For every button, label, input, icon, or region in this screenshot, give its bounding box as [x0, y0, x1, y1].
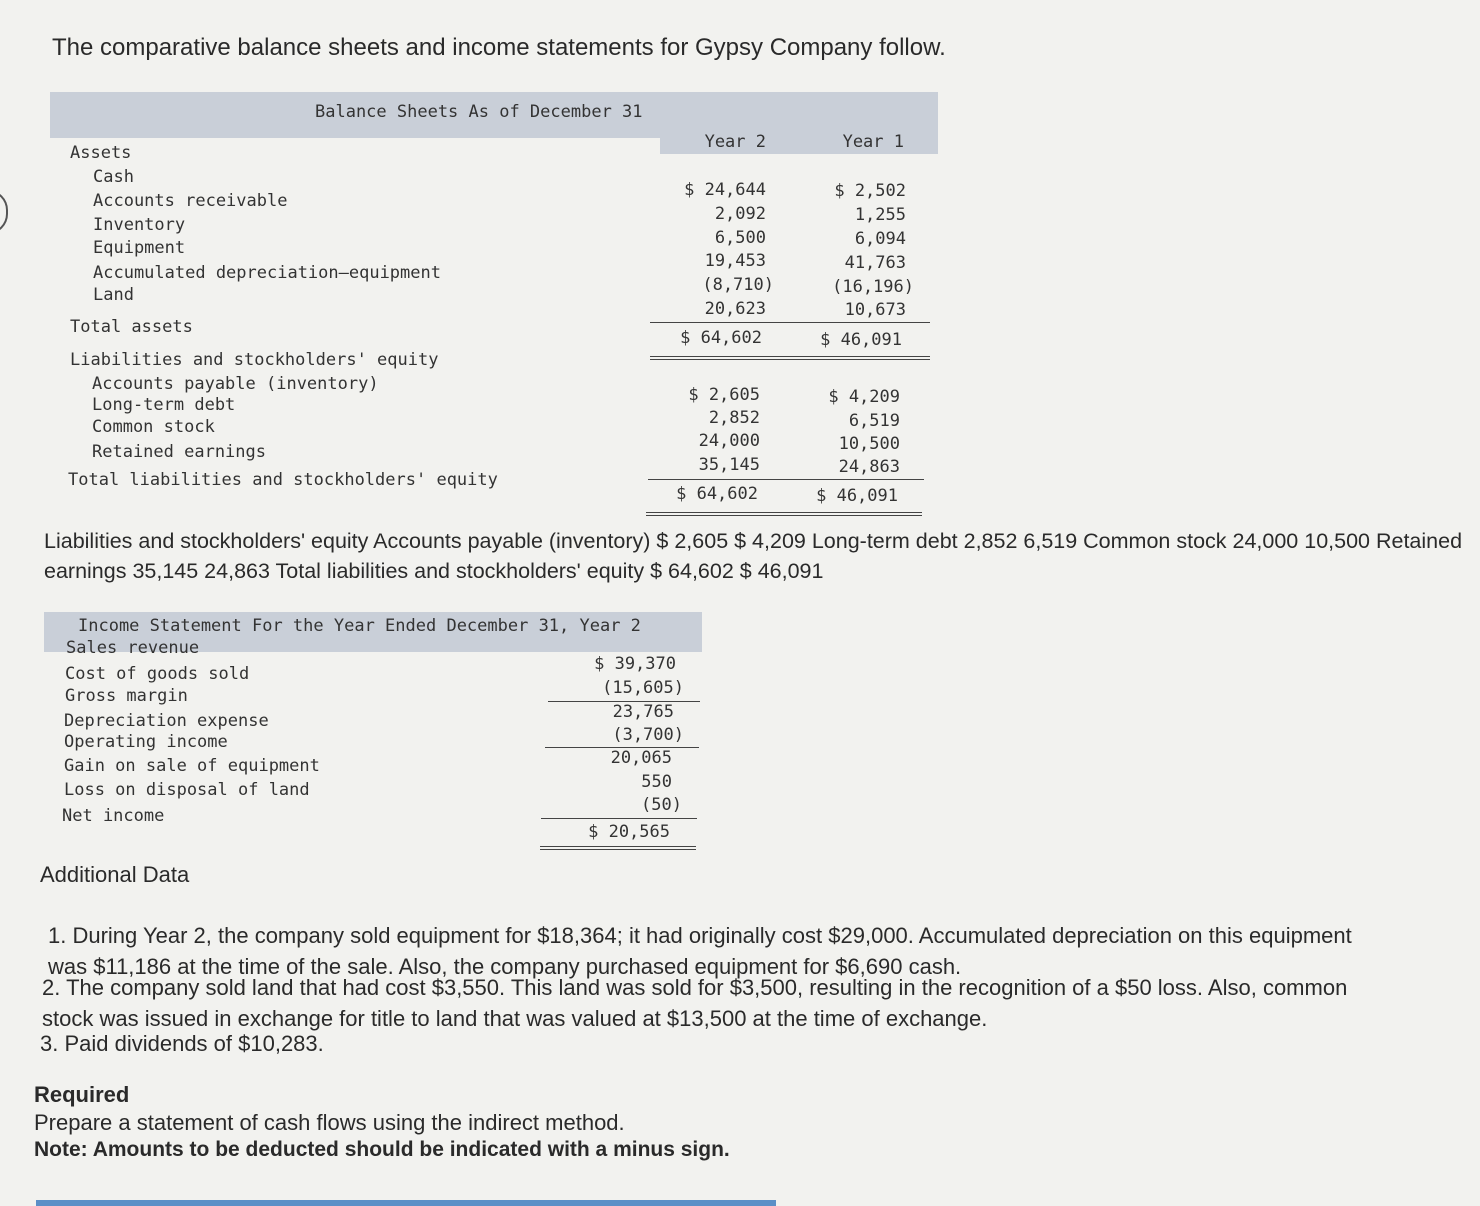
is-value-operating-income: 20,065: [610, 748, 672, 768]
asset-y2-equipment: 19,453: [704, 251, 766, 271]
rule-above-total-liabilities: [648, 479, 924, 480]
asset-y1-equipment: 41,763: [844, 253, 906, 273]
balance-sheet-title: Balance Sheets As of December 31: [315, 102, 643, 122]
is-value-cogs: (15,605): [602, 678, 684, 698]
liab-y2-common-stock: 24,000: [698, 431, 760, 451]
asset-y1-ar: 1,255: [854, 205, 906, 225]
liab-y1-ltd: 6,519: [848, 411, 900, 431]
additional-item-1: 1. During Year 2, the company sold equipment for $18,364; it had originally cost $29,000. Accumulated depreciation on this equipment was $11,186 at the time of the sale. Also, the company purchased equipment for $6,690 cash.: [48, 923, 1352, 979]
asset-y2-accum-dep: (8,710): [702, 275, 774, 295]
balance-sheet-text-alternative: Liabilities and stockholders' equity Accounts payable (inventory) $ 2,605 $ 4,209 Long-term debt 2,852 6,519 Common stock 24,000 10,500 Retained earnings 35,145 24,863 Total liabilities and stockholders' equity $ 64,602 $ 46,091: [44, 529, 1463, 583]
is-label-gross-margin: Gross margin: [65, 686, 188, 706]
bottom-accent-bar: [36, 1200, 776, 1206]
asset-y2-cash: $ 24,644: [684, 180, 766, 200]
asset-y1-cash: $ 2,502: [834, 181, 906, 201]
liab-y2-retained-earnings: 35,145: [698, 455, 760, 475]
intro-text: The comparative balance sheets and income statements for Gypsy Company follow.: [52, 34, 946, 61]
asset-y1-accum-dep: (16,196): [832, 277, 914, 297]
asset-y2-land: 20,623: [704, 299, 766, 319]
col-year2-header: Year 2: [704, 132, 766, 152]
total-liabilities-y1: $ 46,091: [816, 486, 898, 506]
is-label-gain-equipment: Gain on sale of equipment: [64, 756, 320, 776]
asset-label-cash: Cash: [93, 167, 134, 187]
is-value-sales: $ 39,370: [594, 654, 676, 674]
asset-y2-inventory: 6,500: [714, 228, 766, 248]
required-text: Prepare a statement of cash flows using the indirect method.: [34, 1110, 625, 1135]
col-year1-header: Year 1: [842, 132, 904, 152]
is-label-net-income: Net income: [62, 806, 165, 826]
required-note: Note: Amounts to be deducted should be indicated with a minus sign.: [34, 1138, 730, 1161]
liab-y1-common-stock: 10,500: [838, 434, 900, 454]
is-label-depreciation: Depreciation expense: [64, 711, 269, 731]
is-value-depreciation: (3,700): [612, 725, 684, 745]
liab-y2-ap: $ 2,605: [688, 385, 760, 405]
is-value-gain-equipment: 550: [641, 772, 672, 792]
total-assets-y2: $ 64,602: [680, 328, 762, 348]
asset-label-land: Land: [93, 285, 134, 305]
double-rule-net-income: [540, 846, 696, 850]
asset-y2-ar: 2,092: [714, 204, 766, 224]
is-value-loss-land: (50): [641, 795, 682, 815]
asset-y1-inventory: 6,094: [854, 229, 906, 249]
asset-label-accum-dep: Accumulated depreciation—equipment: [93, 263, 441, 283]
asset-label-inventory: Inventory: [93, 215, 186, 235]
is-value-gross-margin: 23,765: [612, 702, 674, 722]
income-statement-title: Income Statement For the Year Ended December 31, Year 2: [78, 616, 641, 636]
assets-heading: Assets: [70, 143, 132, 163]
double-rule-total-assets: [650, 356, 930, 360]
double-rule-total-liabilities: [646, 512, 922, 516]
additional-data-heading: Additional Data: [40, 862, 190, 887]
additional-item-2: 2. The company sold land that had cost $3,550. This land was sold for $3,500, resulting in the recognition of a $50 loss. Also, common stock was issued in exchange for title to land that was valued at $13,500 at the time of exchange.: [42, 975, 1348, 1031]
is-label-cogs: Cost of goods sold: [65, 664, 250, 684]
is-value-net-income: $ 20,565: [588, 822, 670, 842]
liab-label-retained-earnings: Retained earnings: [92, 442, 266, 462]
total-liabilities-y2: $ 64,602: [676, 484, 758, 504]
liab-y2-ltd: 2,852: [708, 408, 760, 428]
liab-y1-ap: $ 4,209: [828, 387, 900, 407]
is-label-sales: Sales revenue: [66, 638, 200, 658]
asset-y1-land: 10,673: [844, 300, 906, 320]
liab-label-ltd: Long-term debt: [92, 395, 236, 415]
liab-label-ap: Accounts payable (inventory): [92, 374, 379, 394]
rule-above-total-assets: [650, 322, 930, 323]
is-label-loss-land: Loss on disposal of land: [64, 780, 310, 800]
is-label-operating-income: Operating income: [64, 732, 228, 752]
liab-y1-retained-earnings: 24,863: [838, 457, 900, 477]
rule-after-loss-land: [541, 818, 697, 819]
liab-label-common-stock: Common stock: [92, 417, 215, 437]
asset-label-ar: Accounts receivable: [93, 191, 288, 211]
liabilities-heading: Liabilities and stockholders' equity: [70, 350, 439, 370]
page-edge-decoration: [0, 190, 8, 234]
asset-label-equipment: Equipment: [93, 238, 186, 258]
total-assets-y1: $ 46,091: [820, 330, 902, 350]
total-assets-label: Total assets: [70, 317, 193, 337]
additional-item-3: 3. Paid dividends of $10,283.: [40, 1031, 324, 1056]
total-liabilities-label: Total liabilities and stockholders' equity: [68, 470, 498, 490]
required-heading: Required: [34, 1082, 130, 1107]
